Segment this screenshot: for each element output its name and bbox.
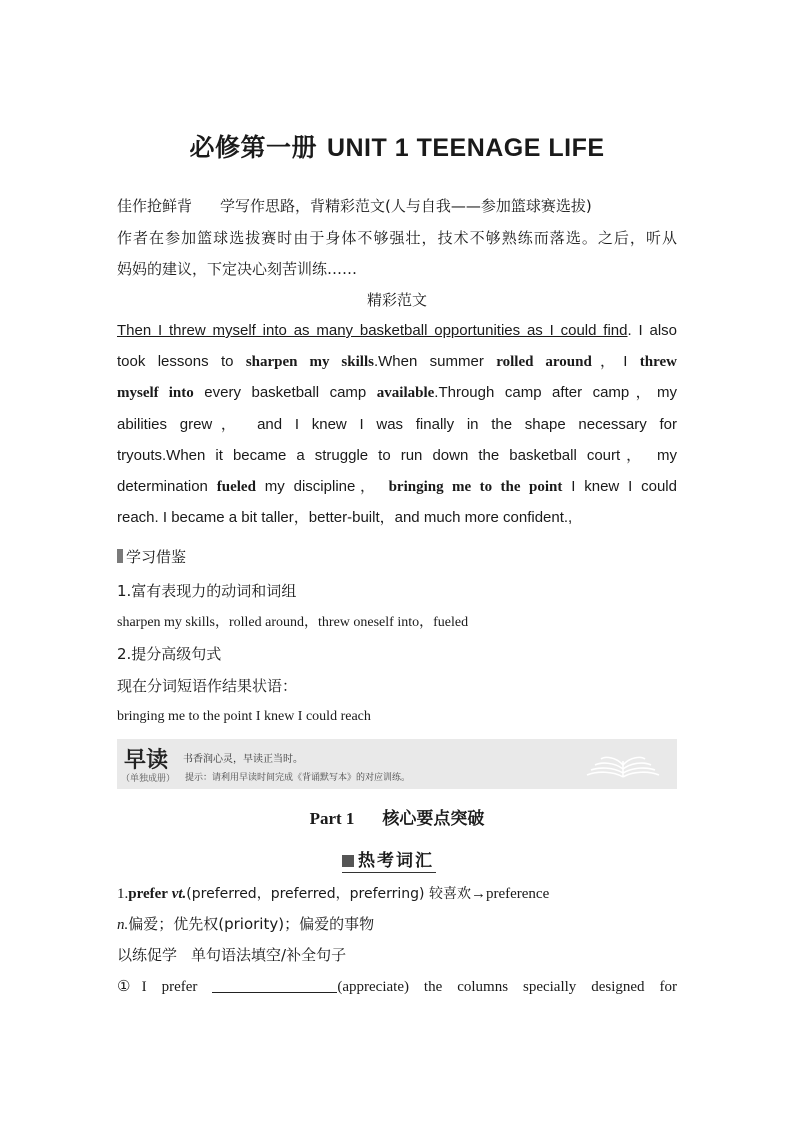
essay-underlined-sentence: Then I threw myself into as many basketball opportunities as I could find <box>117 322 628 339</box>
intro-tag: 佳作抢鲜背 <box>117 197 193 215</box>
essay-line-3: myself into every basketball camp available.Through camp after camp，my <box>117 384 677 401</box>
practice-heading: 以练促学 单句语法填空/补全句子 <box>117 946 347 964</box>
section-marker-icon <box>117 549 123 563</box>
open-book-icon <box>583 747 663 781</box>
vocab-entry-prefer: 1.prefer vt.(preferred，preferred，preferring) 较喜欢→preference <box>117 886 550 902</box>
intro-subtitle: 学写作思路，背精彩范文(人与自我——参加篮球赛选拔) <box>220 197 592 215</box>
essay-line-6: determination fueled my discipline， bringing me to the point I knew I could <box>117 478 677 495</box>
highlight-phrase: bringing me to the point <box>388 479 563 495</box>
essay-line-7: reach. I became a bit taller，better-built，and much more confident., <box>117 509 573 526</box>
banner-motto: 书香润心灵，早读正当时。 <box>183 754 303 765</box>
highlight-phrase: fueled <box>216 479 256 495</box>
learn-item-1: 1.富有表现力的动词和词组 <box>117 582 297 600</box>
essay-line-2: took lessons to sharpen my skills.When summer rolled around，I threw <box>117 353 677 370</box>
intro-subtitle-line <box>117 196 677 216</box>
arrow-icon: → <box>470 886 486 902</box>
learn-heading: 学习借鉴 <box>117 547 677 567</box>
essay-line-1: Then I threw myself into as many basketball opportunities as I could find. I also <box>117 322 677 339</box>
banner-sub: （单独成册） <box>121 774 176 784</box>
intro-summary-2: 妈妈的建议，下定决心刻苦训练…… <box>117 260 358 278</box>
question-1: ①I prefer (appreciate) the columns specially designed for <box>117 979 678 995</box>
banner-title: 早读 <box>124 747 169 773</box>
essay-heading: 精彩范文 <box>366 291 427 309</box>
title-cn: 必修第一册 <box>189 133 317 162</box>
vocab-noun-meaning: n.偏爱；优先权(priority)；偏爱的事物 <box>117 915 375 933</box>
essay-line-5: tryouts.When it became a struggle to run down the basketball court， my <box>117 447 677 464</box>
highlight-phrase: available <box>376 385 435 401</box>
intro-summary-1: 作者在参加篮球选拔赛时由于身体不够强壮，技术不够熟练而落选。之后，听从 <box>117 229 677 247</box>
learn-item-1-words: sharpen my skills，rolled around，threw oneself into，fueled <box>117 615 469 630</box>
title-en: UNIT 1 TEENAGE LIFE <box>326 134 605 162</box>
section-marker-icon <box>342 855 354 867</box>
learn-item-2-desc: 现在分词短语作结果状语： <box>117 677 298 695</box>
banner-tip: 提示：请利用早读时间完成《背诵默写本》的对应训练。 <box>185 773 411 783</box>
hot-words-heading: 热考词汇 <box>342 846 436 873</box>
highlight-phrase: rolled around <box>496 354 592 370</box>
highlight-phrase: threw <box>639 354 677 370</box>
part-heading: Part 1 核心要点突破 <box>309 809 485 829</box>
learn-item-2: 2.提分高级句式 <box>117 645 222 663</box>
answer-blank[interactable] <box>212 978 337 993</box>
page-title <box>117 128 677 164</box>
morning-reading-banner <box>117 739 677 789</box>
highlight-phrase: myself into <box>117 385 194 401</box>
vocab-word: prefer <box>128 886 168 902</box>
highlight-phrase: sharpen my skills <box>245 354 374 370</box>
learn-item-2-example: bringing me to the point I knew I could reach <box>117 709 371 724</box>
essay-line-4: abilities grew， and I knew I was finally in the shape necessary for <box>117 416 677 433</box>
